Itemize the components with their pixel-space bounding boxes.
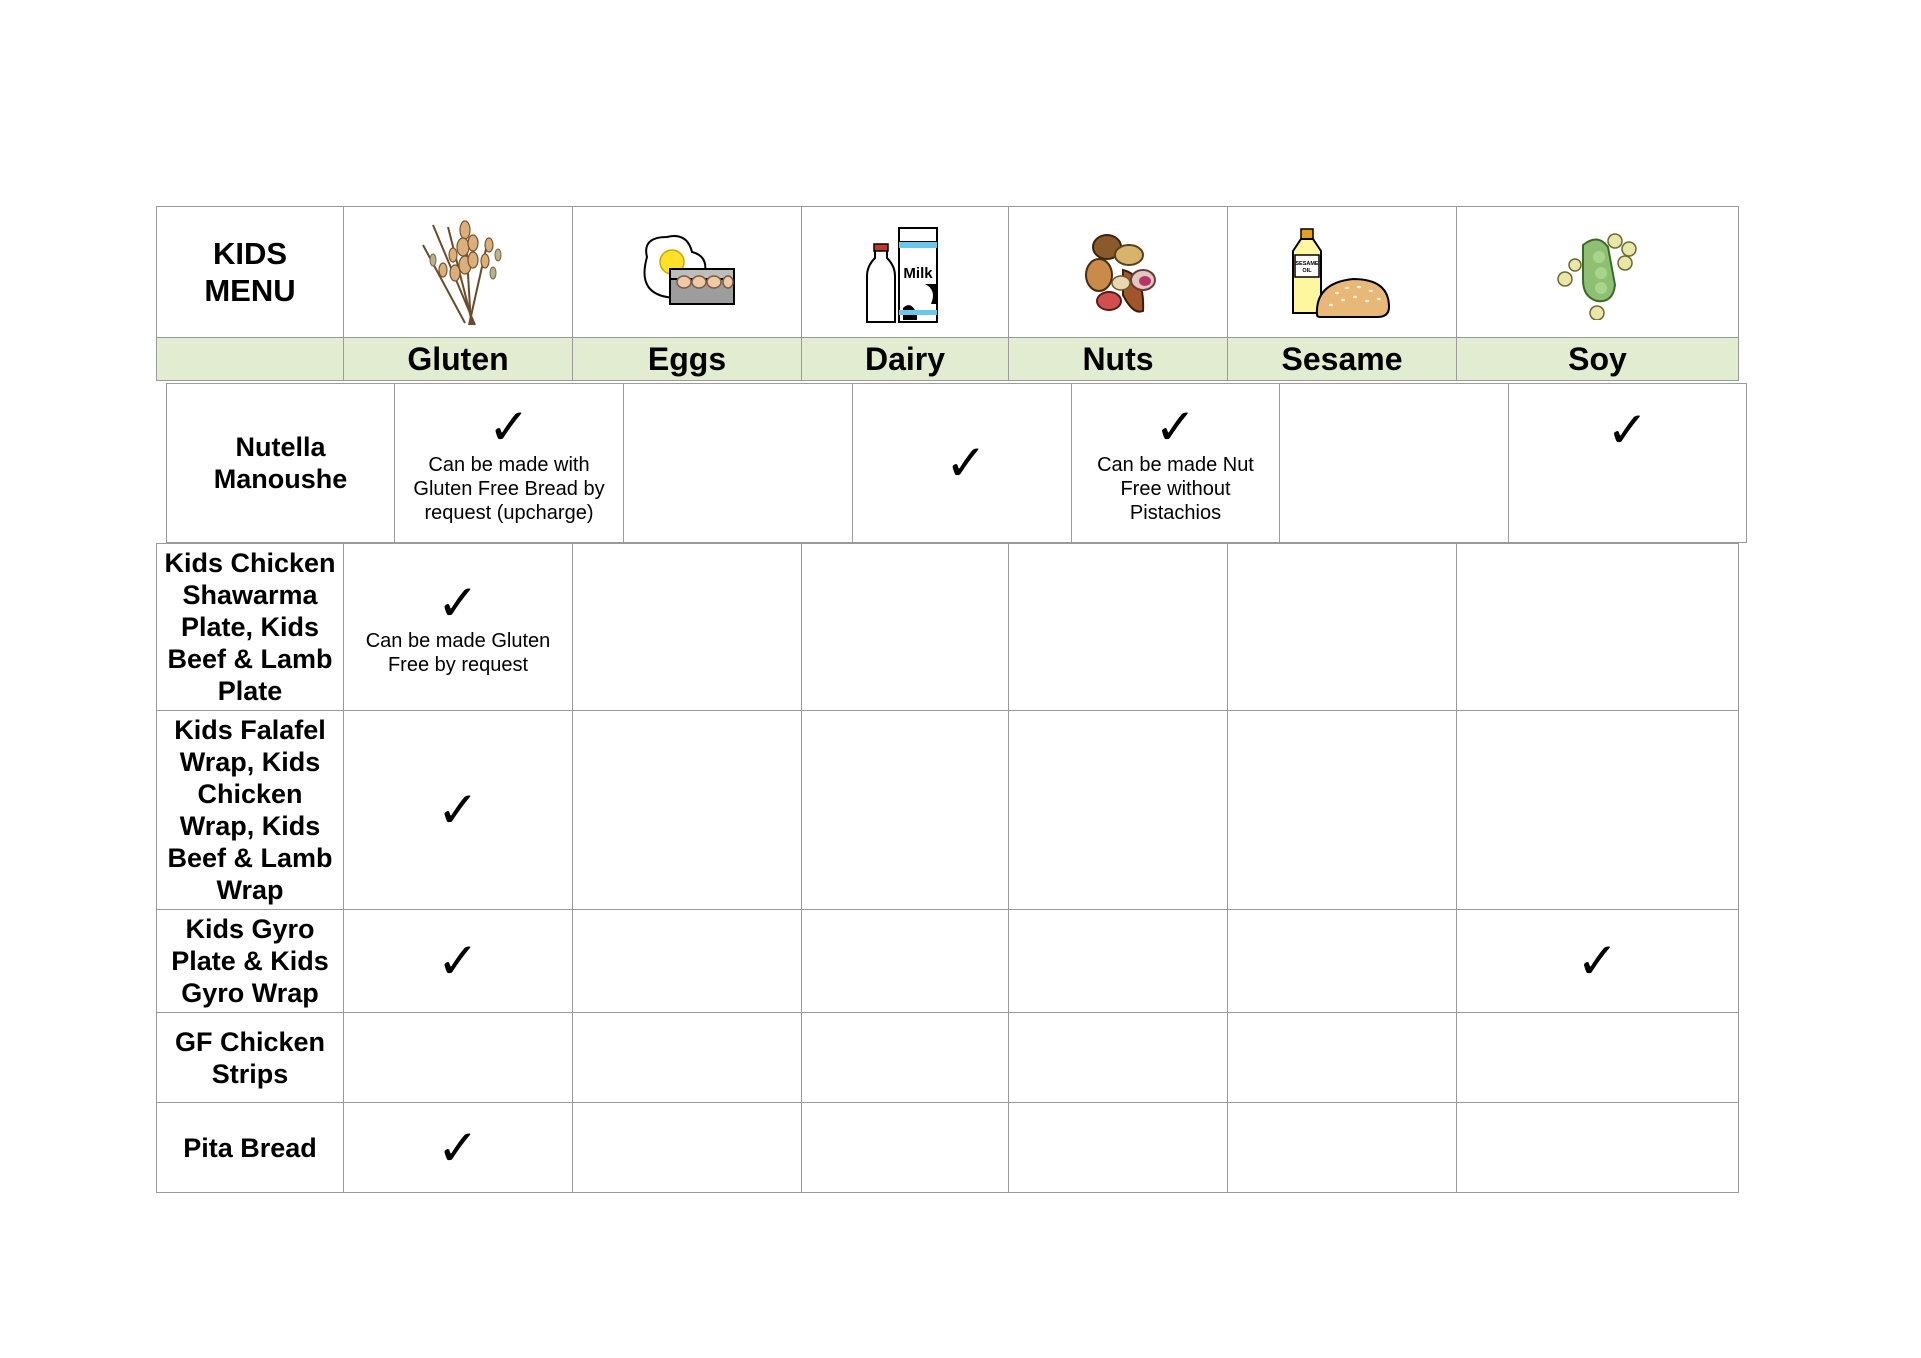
cell-gluten	[395, 384, 624, 543]
cell-sesame	[1228, 1013, 1457, 1103]
milk-icon-label: Milk	[903, 264, 933, 282]
cell-dairy	[802, 910, 1009, 1013]
cell-eggs	[573, 711, 802, 910]
check-mark-icon: ✓	[945, 434, 987, 492]
cell-nuts	[1009, 1013, 1228, 1103]
allergen-header-table	[156, 206, 1739, 381]
allergen-name-nuts: Nuts	[1009, 338, 1228, 381]
cell-nuts	[1009, 711, 1228, 910]
cell-eggs	[624, 384, 853, 543]
eggs-icon-cell	[573, 207, 802, 338]
menu-title-line-2: MENU	[204, 273, 296, 308]
sesame-icon-cell	[1228, 207, 1457, 338]
gluten-note: Can be made with Gluten Free Bread by request (upcharge)	[413, 454, 605, 524]
cell-dairy	[802, 1103, 1009, 1193]
sesame-oil-bread-icon	[1287, 225, 1397, 320]
cell-eggs	[573, 910, 802, 1013]
item-name: Kids Falafel Wrap, Kids Chicken Wrap, Kids Beef & Lamb Wrap	[157, 711, 344, 910]
cell-nuts	[1009, 1103, 1228, 1193]
check-mark-icon: ✓	[1606, 401, 1649, 459]
check-mark-icon: ✓	[1154, 398, 1197, 456]
check-mark-icon: ✓	[437, 574, 479, 632]
allergen-name-blank	[157, 338, 344, 381]
allergen-name-gluten: Gluten	[344, 338, 573, 381]
table-row	[167, 384, 1747, 543]
gluten-note: Can be made Gluten Free by request	[365, 630, 551, 676]
icon-row	[157, 207, 1739, 338]
item-name: GF Chicken Strips	[157, 1013, 344, 1103]
soy-icon-cell	[1457, 207, 1739, 338]
cell-soy	[1457, 1103, 1739, 1193]
cell-sesame	[1280, 384, 1509, 543]
cell-eggs	[573, 1103, 802, 1193]
cell-dairy	[802, 711, 1009, 910]
wheat-icon	[403, 215, 513, 330]
cell-gluten	[344, 1103, 573, 1193]
cell-gluten	[344, 910, 573, 1013]
milk-icon	[865, 220, 945, 325]
table-row	[157, 544, 1739, 711]
item-name: Kids Gyro Plate & Kids Gyro Wrap	[157, 910, 344, 1013]
cell-eggs	[573, 544, 802, 711]
sesame-oil-label-line-2: OIL	[1302, 267, 1312, 274]
cell-dairy	[853, 384, 1072, 543]
cell-gluten	[344, 544, 573, 711]
check-mark-icon: ✓	[437, 1118, 479, 1177]
cell-soy	[1457, 910, 1739, 1013]
table-row	[157, 711, 1739, 910]
allergen-name-sesame: Sesame	[1228, 338, 1457, 381]
kids-menu-items-table	[156, 543, 1739, 1193]
check-mark-icon: ✓	[437, 781, 479, 839]
cell-soy	[1457, 1013, 1739, 1103]
menu-title	[157, 207, 344, 338]
cell-dairy	[802, 544, 1009, 711]
allergen-name-row	[157, 338, 1739, 381]
item-name: Pita Bread	[157, 1103, 344, 1193]
allergen-name-eggs: Eggs	[573, 338, 802, 381]
item-name: Nutella Manoushe	[167, 384, 395, 543]
table-row	[157, 910, 1739, 1013]
cell-sesame	[1228, 544, 1457, 711]
cell-dairy	[802, 1013, 1009, 1103]
nuts-icon	[1073, 225, 1163, 320]
nutella-manoushe-table	[166, 383, 1747, 543]
item-name: Kids Chicken Shawarma Plate, Kids Beef & Lamb Plate	[157, 544, 344, 711]
cell-sesame	[1228, 711, 1457, 910]
sesame-oil-label-line-1: SESAME	[1295, 260, 1319, 267]
cell-nuts	[1009, 910, 1228, 1013]
allergen-name-soy: Soy	[1457, 338, 1739, 381]
cell-nuts	[1072, 384, 1280, 543]
gluten-icon-cell	[344, 207, 573, 338]
check-mark-icon: ✓	[488, 398, 530, 456]
nuts-icon-cell	[1009, 207, 1228, 338]
cell-eggs	[573, 1013, 802, 1103]
cell-gluten	[344, 711, 573, 910]
soybean-icon	[1553, 225, 1643, 320]
cell-soy	[1509, 384, 1747, 543]
egg-carton-icon	[632, 227, 742, 317]
menu-title-line-1: KIDS	[212, 236, 288, 271]
check-mark-icon: ✓	[1576, 932, 1619, 990]
cell-sesame	[1228, 910, 1457, 1013]
cell-sesame	[1228, 1103, 1457, 1193]
table-row	[157, 1013, 1739, 1103]
cell-nuts	[1009, 544, 1228, 711]
table-row	[157, 1103, 1739, 1193]
dairy-icon-cell	[802, 207, 1009, 338]
cell-soy	[1457, 711, 1739, 910]
cell-soy	[1457, 544, 1739, 711]
cell-gluten	[344, 1013, 573, 1103]
check-mark-icon: ✓	[437, 932, 479, 990]
nuts-note: Can be made Nut Free without Pistachios	[1097, 454, 1254, 524]
allergen-name-dairy: Dairy	[802, 338, 1009, 381]
